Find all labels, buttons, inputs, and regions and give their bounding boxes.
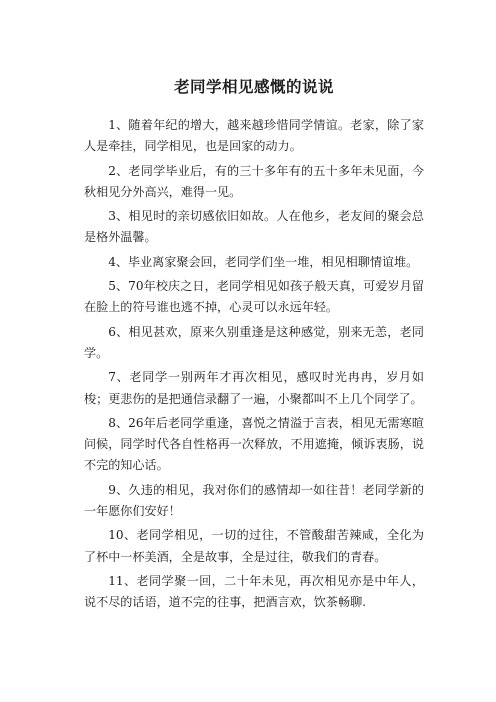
paragraph: 2、老同学毕业后，有的三十多年有的五十多年未见面，今秋相见分外高兴，难得一见。 [84,163,424,199]
paragraph: 7、老同学一别两年才再次相见，感叹时光冉冉，岁月如梭；更悲伤的是把通信录翻了一遍，小聚都叫不上几个同学了。 [84,370,424,406]
paragraph: 1、随着年纪的增大，越来越珍惜同学情谊。老家，除了家人是牵挂，同学相见，也是回家的动力。 [84,118,424,154]
document-body [84,115,424,614]
paragraph: 9、久违的相见，我对你们的感情却一如往昔！老同学新的一年愿你们安好！ [84,482,424,519]
paragraph: 10、老同学相见，一切的过往，不管酸甜苦辣咸，全化为了杯中一杯美酒，全是故事，全是过往，敬我们的青春。 [84,528,424,564]
paragraph: 11、老同学聚一回，二十年未见，再次相见亦是中年人，说不尽的话语，道不完的往事，把酒言欢，饮茶畅聊. [84,573,424,610]
paragraph: 6、相见甚欢，原来久别重逢是这种感觉，别来无恙，老同学。 [84,324,424,360]
paragraph: 5、70年校庆之日，老同学相见如孩子般天真，可爱岁月留在脸上的符号谁也逃不掉，心灵可以永远年轻。 [84,279,424,315]
document-title: 老同学相见感慨的说说 [173,78,334,96]
document-page [84,76,424,617]
paragraph: 8、26年后老同学重逢，喜悦之情溢于言表，相见无需寒暄问候，同学时代各自性格再一次释放，不用遮掩，倾诉衷肠，说不完的知心话。 [84,415,424,473]
paragraph: 3、相见时的亲切感依旧如故。人在他乡，老友间的聚会总是格外温馨。 [84,209,424,245]
paragraph: 4、毕业离家聚会回，老同学们坐一堆，相见相聊情谊堆。 [108,254,419,269]
